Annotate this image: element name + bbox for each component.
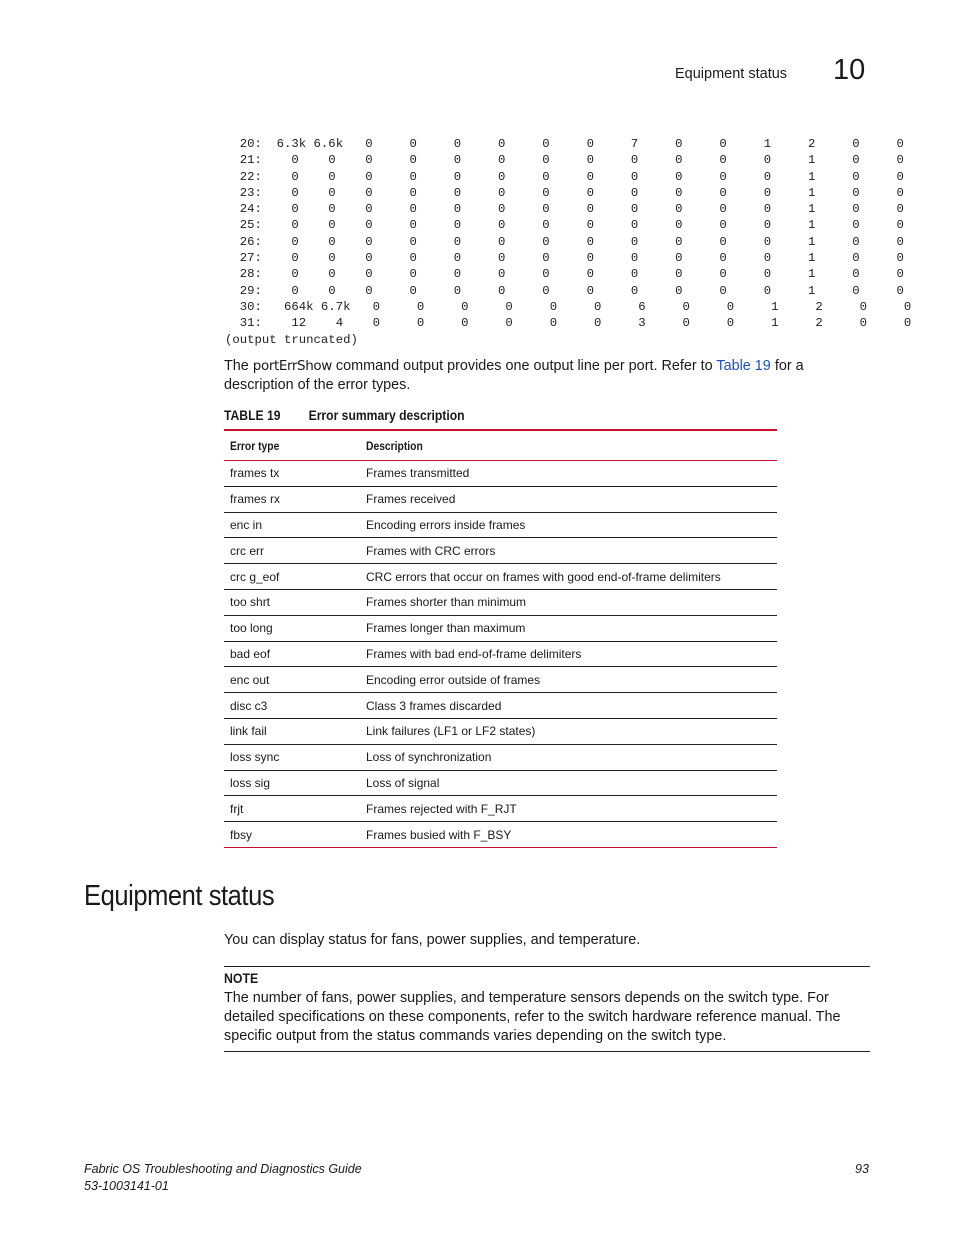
- code-line: 24: 0 0 0 0 0 0 0 0 0 0 0 0 1 0 0: [225, 202, 904, 217]
- note-label: NOTE: [224, 970, 259, 986]
- table-row: [224, 822, 777, 848]
- description-cell: Frames with bad end-of-frame delimiters: [360, 641, 777, 667]
- intro-prefix: The: [224, 358, 253, 374]
- error-summary-table: [224, 429, 777, 848]
- error-type-cell: too long: [224, 615, 360, 641]
- column-header-description: Description: [360, 430, 777, 461]
- description-cell: Frames shorter than minimum: [360, 589, 777, 615]
- table-body: [224, 461, 777, 848]
- description-cell: Frames busied with F_BSY: [360, 822, 777, 848]
- footer-doc-number: 53-1003141-01: [84, 1179, 169, 1193]
- code-line: 28: 0 0 0 0 0 0 0 0 0 0 0 0 1 0 0: [225, 267, 904, 282]
- description-cell: Encoding errors inside frames: [360, 512, 777, 538]
- code-line: 25: 0 0 0 0 0 0 0 0 0 0 0 0 1 0 0: [225, 218, 904, 233]
- table-row: [224, 641, 777, 667]
- column-header-error-type: Error type: [224, 430, 360, 461]
- code-line: 22: 0 0 0 0 0 0 0 0 0 0 0 0 1 0 0: [225, 169, 904, 184]
- description-cell: Frames rejected with F_RJT: [360, 796, 777, 822]
- footer-page-number: 93: [855, 1162, 869, 1176]
- table-row: [224, 486, 777, 512]
- table-number: TABLE 19: [224, 408, 281, 423]
- table-row: [224, 615, 777, 641]
- code-line: 26: 0 0 0 0 0 0 0 0 0 0 0 0 1 0 0: [225, 234, 904, 249]
- command-name: portErrShow: [252, 358, 332, 374]
- error-type-cell: loss sig: [224, 770, 360, 796]
- error-type-cell: disc c3: [224, 693, 360, 719]
- table-row: [224, 512, 777, 538]
- description-cell: CRC errors that occur on frames with good end-of-frame delimiters: [360, 564, 777, 590]
- table-row: [224, 718, 777, 744]
- error-type-cell: loss sync: [224, 744, 360, 770]
- table-row: [224, 667, 777, 693]
- code-line: 20: 6.3k 6.6k 0 0 0 0 0 0 7 0 0 1 2 0 0: [225, 137, 904, 151]
- error-type-cell: frames rx: [224, 486, 360, 512]
- table-header-row: [224, 430, 777, 461]
- code-line: 21: 0 0 0 0 0 0 0 0 0 0 0 0 1 0 0: [225, 153, 904, 168]
- table-row: [224, 564, 777, 590]
- table-row: [224, 693, 777, 719]
- error-type-cell: link fail: [224, 718, 360, 744]
- error-type-cell: frames tx: [224, 461, 360, 487]
- description-cell: Frames with CRC errors: [360, 538, 777, 564]
- intro-paragraph: [224, 357, 834, 395]
- table-row: [224, 796, 777, 822]
- table-row: [224, 770, 777, 796]
- section-paragraph: You can display status for fans, power supplies, and temperature.: [224, 932, 641, 948]
- error-type-cell: too shrt: [224, 589, 360, 615]
- note-text: The number of fans, power supplies, and temperature sensors depends on the switch type. For detailed specifications on these components, refer to the switch hardware reference manual. The specific output from the status commands varies depending on the switch type.: [224, 990, 841, 1044]
- intro-middle: command output provides one output line per port. Refer to: [331, 358, 717, 374]
- table-link[interactable]: Table 19: [716, 358, 771, 374]
- section-title: Equipment status: [84, 880, 275, 912]
- code-output-block: [225, 136, 911, 348]
- description-cell: Class 3 frames discarded: [360, 693, 777, 719]
- description-cell: Frames received: [360, 486, 777, 512]
- code-line: 23: 0 0 0 0 0 0 0 0 0 0 0 0 1 0 0: [225, 185, 904, 200]
- error-type-cell: enc in: [224, 512, 360, 538]
- error-type-cell: frjt: [224, 796, 360, 822]
- description-cell: Link failures (LF1 or LF2 states): [360, 718, 777, 744]
- table-row: [224, 461, 777, 487]
- description-cell: Frames longer than maximum: [360, 615, 777, 641]
- error-type-cell: crc g_eof: [224, 564, 360, 590]
- description-cell: Encoding error outside of frames: [360, 667, 777, 693]
- intro-suffix: for a description of the error types.: [224, 358, 804, 393]
- table-row: [224, 744, 777, 770]
- note-box: [224, 966, 870, 1052]
- description-cell: Frames transmitted: [360, 461, 777, 487]
- code-line: 27: 0 0 0 0 0 0 0 0 0 0 0 0 1 0 0: [225, 251, 904, 266]
- code-line: (output truncated): [225, 332, 358, 347]
- error-type-cell: enc out: [224, 667, 360, 693]
- error-type-cell: bad eof: [224, 641, 360, 667]
- table-row: [224, 589, 777, 615]
- error-type-cell: fbsy: [224, 822, 360, 848]
- description-cell: Loss of signal: [360, 770, 777, 796]
- running-header-section: Equipment status: [675, 66, 788, 82]
- code-line: 29: 0 0 0 0 0 0 0 0 0 0 0 0 1 0 0: [225, 283, 904, 298]
- code-line: 30: 664k 6.7k 0 0 0 0 0 0 6 0 0 1 2 0 0: [225, 299, 912, 314]
- error-type-cell: crc err: [224, 538, 360, 564]
- table-row: [224, 538, 777, 564]
- table-caption: [224, 408, 465, 423]
- table-title: Error summary description: [308, 408, 465, 423]
- description-cell: Loss of synchronization: [360, 744, 777, 770]
- chapter-number: 10: [833, 54, 866, 86]
- code-line: 31: 12 4 0 0 0 0 0 0 3 0 0 1 2 0 0: [225, 316, 912, 331]
- footer-title: Fabric OS Troubleshooting and Diagnostics Guide: [84, 1162, 362, 1176]
